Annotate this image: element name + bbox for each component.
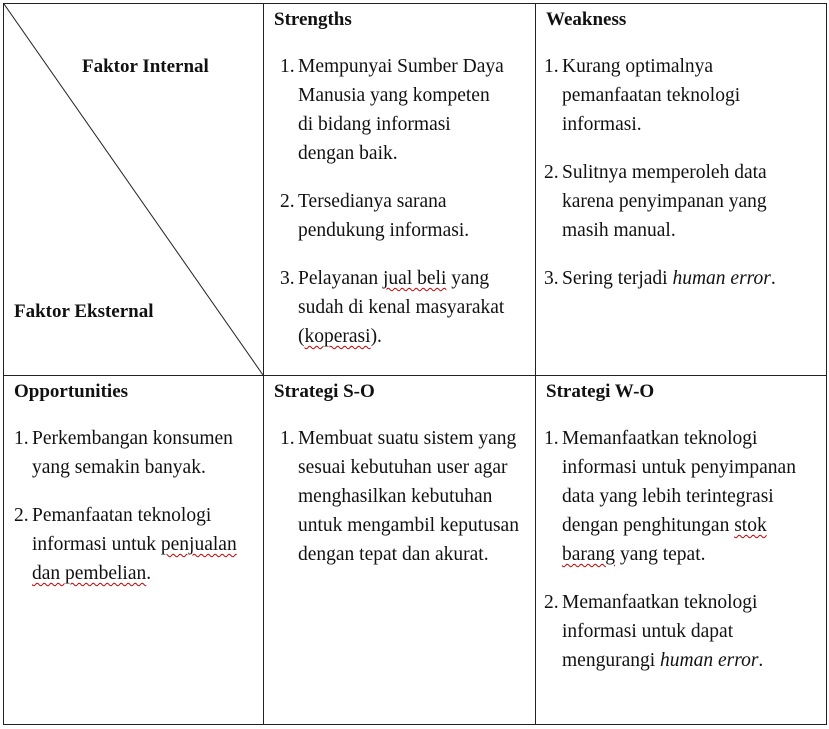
opportunities-cell <box>4 376 264 725</box>
list-item: 1. Memanfaatkan teknologi informasi untuk penyimpanan data yang lebih terintegrasi dengan penghitungan stok barang yang tepat. <box>544 428 796 565</box>
faktor-internal-label: Faktor Internal <box>82 56 209 77</box>
strategi-wo-cell <box>536 376 827 725</box>
list-item: 2. Sulitnya memperoleh data karena penyimpanan yang masih manual. <box>544 162 767 241</box>
strategi-wo-heading: Strategi W-O <box>546 381 655 402</box>
weakness-heading: Weakness <box>546 9 627 30</box>
list-item: 2. Tersedianya sarana pendukung informasi. <box>280 191 470 241</box>
strategi-wo-list <box>536 404 826 675</box>
list-item: 1. Mempunyai Sumber Daya Manusia yang kompeten di bidang informasi dengan baik. <box>280 56 504 164</box>
list-item: 2. Pemanfaatan teknologi informasi untuk penjualan dan pembelian. <box>14 505 237 584</box>
corner-cell <box>4 4 264 376</box>
list-item: 3. Sering terjadi human error. <box>544 268 776 289</box>
opportunities-heading: Opportunities <box>14 381 129 402</box>
weakness-cell <box>536 4 827 376</box>
strategi-so-list <box>264 404 535 569</box>
strengths-cell <box>264 4 536 376</box>
list-item: 3. Pelayanan jual beli yang sudah di kenal masyarakat (koperasi). <box>280 268 505 347</box>
opportunities-list <box>4 404 263 588</box>
swot-table <box>3 3 827 725</box>
list-item: 1. Membuat suatu sistem yang sesuai kebutuhan user agar menghasilkan kebutuhan untuk mengambil keputusan dengan tepat dan akurat. <box>280 428 519 565</box>
list-item: 1. Perkembangan konsumen yang semakin banyak. <box>14 428 233 478</box>
faktor-eksternal-label: Faktor Eksternal <box>14 301 154 322</box>
strategi-so-cell <box>264 376 536 725</box>
strengths-list <box>264 32 535 351</box>
strengths-heading: Strengths <box>274 9 352 30</box>
list-item: 2. Memanfaatkan teknologi informasi untuk dapat mengurangi human error. <box>544 592 764 671</box>
weakness-list <box>536 32 826 293</box>
strategi-so-heading: Strategi S-O <box>274 381 375 402</box>
list-item: 1. Kurang optimalnya pemanfaatan teknologi informasi. <box>544 56 741 135</box>
